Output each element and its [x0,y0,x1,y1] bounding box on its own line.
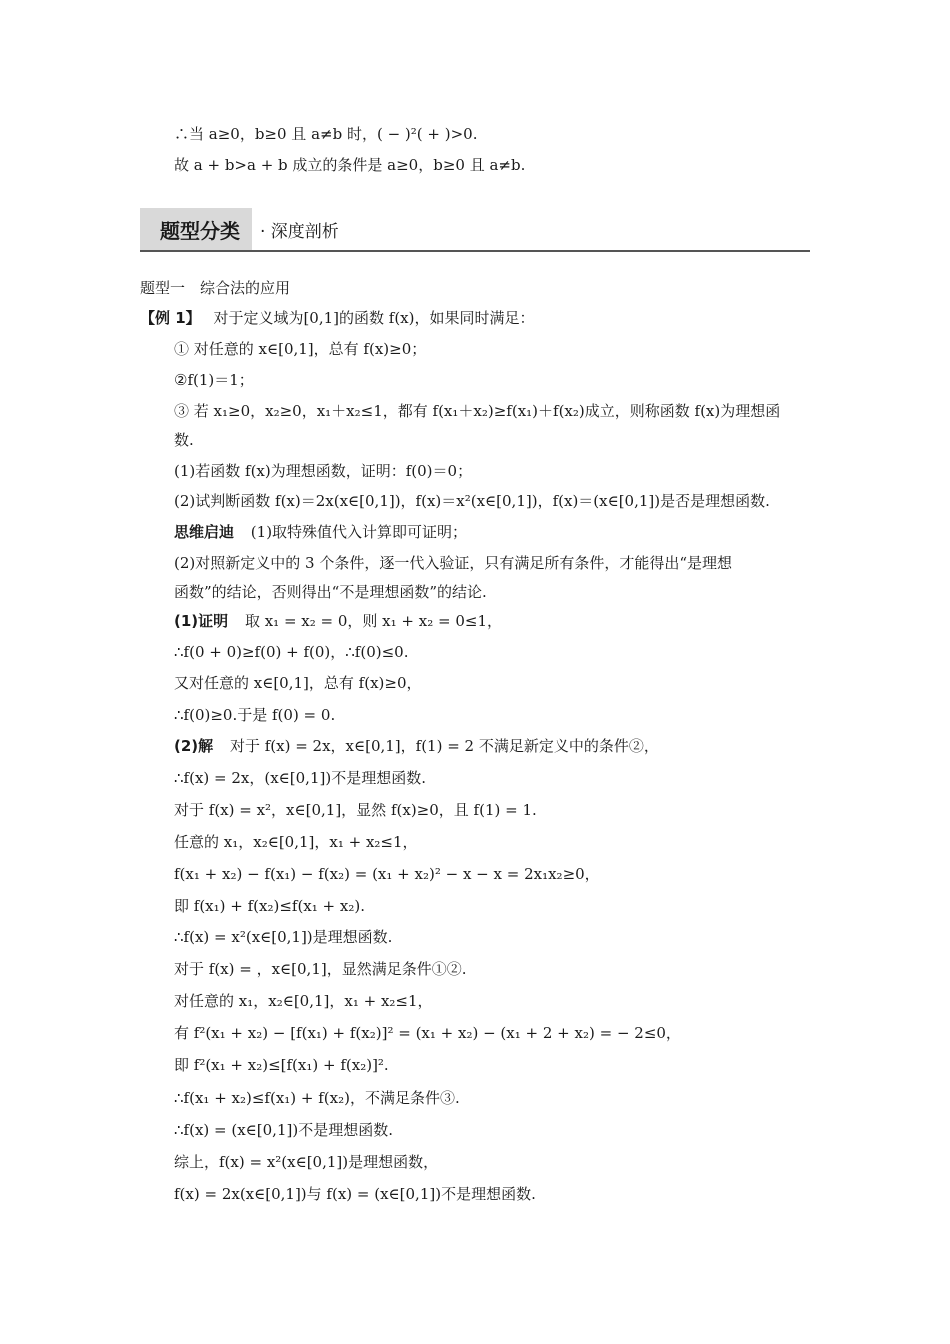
thinking-text-3: 函数”的结论，否则得出“不是理想函数”的结论. [174,583,487,601]
solution-label: (2)解 [174,737,214,755]
example-label: 【例 1】 [140,309,201,327]
proof-line-1 [174,611,502,631]
section-subtitle: · 深度剖析 [260,222,339,242]
solution-line-4: 任意的 x₁，x₂∈[0,1]，x₁ + x₂≤1， [174,833,418,851]
condition-1: ① 对任意的 x∈[0,1]，总有 f(x)≥0； [174,340,427,358]
solution-line-15: f(x) = 2x(x∈[0,1])与 f(x) = (x∈[0,1])不是理想函数. [174,1185,536,1203]
solution-text-1: 对于 f(x) = 2x，x∈[0,1]，f(1) = 2 不满足新定义中的条件②， [229,737,659,755]
solution-line-2: ∴f(x) = 2x，(x∈[0,1])不是理想函数. [174,769,426,787]
solution-line-10: 有 f²(x₁ + x₂) − [f(x₁) + f(x₂)]² = (x₁ + x₂) − (x₁ + 2 + x₂) = − 2≤0， [174,1024,681,1042]
proof-line-2: ∴f(0 + 0)≥f(0) + f(0)，∴f(0)≤0. [174,643,409,661]
solution-line-11: 即 f²(x₁ + x₂)≤[f(x₁) + f(x₂)]². [174,1056,389,1074]
solution-line-3: 对于 f(x) = x²，x∈[0,1]，显然 f(x)≥0，且 f(1) = 1. [174,801,537,819]
thinking-text-1: (1)取特殊值代入计算即可证明； [250,523,468,541]
section-header [140,208,810,252]
solution-line-8: 对于 f(x) = ，x∈[0,1]，显然满足条件①②. [174,960,467,978]
proof-line-3: 又对任意的 x∈[0,1]，总有 f(x)≥0， [174,674,422,692]
thinking-label: 思维启迪 [174,523,235,541]
type-heading: 题型一 综合法的应用 [140,279,291,297]
conclusion-line-2: 故 a + b>a + b 成立的条件是 a≥0，b≥0 且 a≠b. [174,156,526,174]
solution-line-6: 即 f(x₁) + f(x₂)≤f(x₁ + x₂). [174,897,365,915]
thinking-text-2: (2)对照新定义中的 3 个条件，逐一代入验证，只有满足所有条件，才能得出“是理想 [174,554,732,572]
solution-line-13: ∴f(x) = (x∈[0,1])不是理想函数. [174,1121,393,1139]
proof-label: (1)证明 [174,612,229,630]
section-title: 题型分类 [160,219,240,243]
solution-line-12: ∴f(x₁ + x₂)≤f(x₁) + f(x₂)，不满足条件③. [174,1089,460,1107]
solution-line-7: ∴f(x) = x²(x∈[0,1])是理想函数. [174,928,393,946]
condition-3-part-2: 数. [174,431,194,449]
question-2: (2)试判断函数 f(x)＝2x(x∈[0,1])，f(x)＝x²(x∈[0,1])，f(x)＝(x∈[0,1])是否是理想函数. [174,492,770,510]
condition-3-part-1: ③ 若 x₁≥0，x₂≥0，x₁＋x₂≤1，都有 f(x₁＋x₂)≥f(x₁)＋f(x₂)成立，则称函数 f(x)为理想函 [174,402,781,420]
solution-line-5: f(x₁ + x₂) − f(x₁) − f(x₂) = (x₁ + x₂)² − x − x = 2x₁x₂≥0， [174,865,600,883]
conclusion-line-1: ∴当 a≥0，b≥0 且 a≠b 时，( − )²( + )>0. [174,125,478,143]
solution-line-9: 对任意的 x₁，x₂∈[0,1]，x₁ + x₂≤1， [174,992,433,1010]
condition-2: ②f(1)＝1； [174,371,254,389]
solution-line-14: 综上，f(x) = x²(x∈[0,1])是理想函数， [174,1153,439,1171]
example-intro: 对于定义域为[0,1]的函数 f(x)，如果同时满足： [213,309,535,327]
solution-line-1 [174,736,659,756]
proof-text-1: 取 x₁ = x₂ = 0，则 x₁ + x₂ = 0≤1， [244,612,502,630]
section-divider [140,250,810,252]
thinking-line-1 [174,522,467,542]
example-intro-line [140,308,535,328]
proof-line-4: ∴f(0)≥0.于是 f(0) = 0. [174,706,336,724]
question-1: (1)若函数 f(x)为理想函数，证明：f(0)＝0； [174,462,473,480]
